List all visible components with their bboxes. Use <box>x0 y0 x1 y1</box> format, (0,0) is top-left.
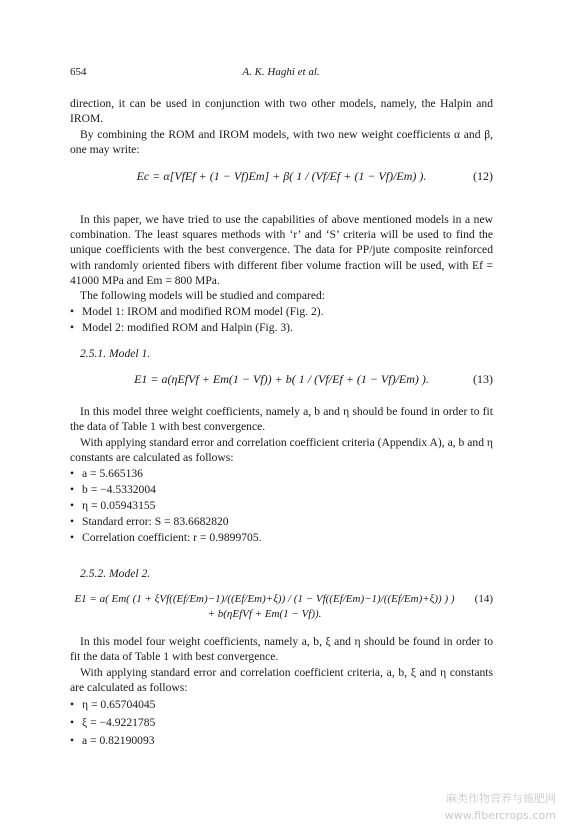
page-number: 654 <box>70 66 87 78</box>
list-item-text: Model 1: IROM and modified ROM model (Fig. 2). <box>82 305 324 318</box>
list-item-text: η = 0.05943155 <box>82 499 156 512</box>
section-heading: 2.5.1. Model 1. <box>80 347 151 360</box>
equation-number: (13) <box>473 372 493 386</box>
equation-14 <box>70 592 493 622</box>
equation-12 <box>70 168 493 184</box>
paragraph: With applying standard error and correlation coefficient criteria, a, b, ξ and η constants are calculated as follows: <box>70 666 493 695</box>
list-item: • ξ = −4.9221785 <box>70 716 156 729</box>
paragraph: direction, it can be used in conjunction with two other models, namely, the Halpin and IROM. <box>70 97 493 126</box>
list-item: • Correlation coefficient: r = 0.9899705. <box>70 531 262 544</box>
list-item-text: b = −4.5332004 <box>82 483 156 496</box>
list-item: • a = 0.82190093 <box>70 734 155 747</box>
list-item-text: Model 2: modified ROM and Halpin (Fig. 3). <box>82 321 293 334</box>
paragraph: In this model three weight coefficients, namely a, b and η should be found in order to fit the data of Table 1 with best convergence. <box>70 405 493 434</box>
running-head: A. K. Haghi et al. <box>242 66 320 78</box>
paragraph: By combining the ROM and IROM models, with two new weight coefficients α and β, one may write: <box>70 128 493 157</box>
list-item: • η = 0.05943155 <box>70 499 156 512</box>
list-item: • Model 2: modified ROM and Halpin (Fig. 3). <box>70 321 293 334</box>
list-item: • a = 5.665136 <box>70 467 143 480</box>
list-item: • b = −4.5332004 <box>70 483 156 496</box>
list-item-text: ξ = −4.9221785 <box>82 716 156 729</box>
list-item-text: a = 0.82190093 <box>82 734 155 747</box>
list-item-text: Correlation coefficient: r = 0.9899705. <box>82 531 262 544</box>
watermark-url: www.fibercrops.com <box>444 809 556 822</box>
list-item: • η = 0.65704045 <box>70 698 156 711</box>
list-item: • Model 1: IROM and modified ROM model (Fig. 2). <box>70 305 324 318</box>
equation-number: (12) <box>473 169 493 183</box>
section-heading: 2.5.2. Model 2. <box>80 567 151 580</box>
list-item: • Standard error: S = 83.6682820 <box>70 515 229 528</box>
equation-body: E1 = a( Em( (1 + ξVf((Ef/Em)−1)/((Ef/Em)+ξ)) / (1 − Vf((Ef/Em)−1)/((Ef/Em)+ξ)) ) ) + b(ηEfVf + Em(1 − Vf)). <box>74 593 455 620</box>
list-item-text: a = 5.665136 <box>82 467 143 480</box>
paragraph: The following models will be studied and compared: <box>80 289 326 302</box>
list-item-text: Standard error: S = 83.6682820 <box>82 515 229 528</box>
equation-number: (14) <box>474 593 493 605</box>
equation-13 <box>70 371 493 387</box>
equation-body: E1 = a(ηEfVf + Em(1 − Vf)) + b( 1 / (Vf/Ef + (1 − Vf)/Em) ). <box>134 372 429 386</box>
list-item-text: η = 0.65704045 <box>82 698 156 711</box>
watermark-text: 麻类作物营养与施肥网 <box>446 792 556 805</box>
paragraph: In this paper, we have tried to use the capabilities of above mentioned models in a new combination. The least squares methods with ‘r’ and ‘S’ criteria will be used to find the unique coefficients with the best convergence. The data for PP/jute composite reinforced with randomly oriented fibers with different fiber volume fraction will be used, with Ef = 41000 MPa and Em = 800 MPa. <box>70 213 493 287</box>
equation-body: Ec = α[VfEf + (1 − Vf)Em] + β( 1 / (Vf/Ef + (1 − Vf)/Em) ). <box>136 169 427 183</box>
paragraph: With applying standard error and correlation coefficient criteria (Appendix A), a, b and η constants are calculated as follows: <box>70 436 493 465</box>
paragraph: In this model four weight coefficients, namely a, b, ξ and η should be found in order to fit the data of Table 1 with best convergence. <box>70 635 493 664</box>
